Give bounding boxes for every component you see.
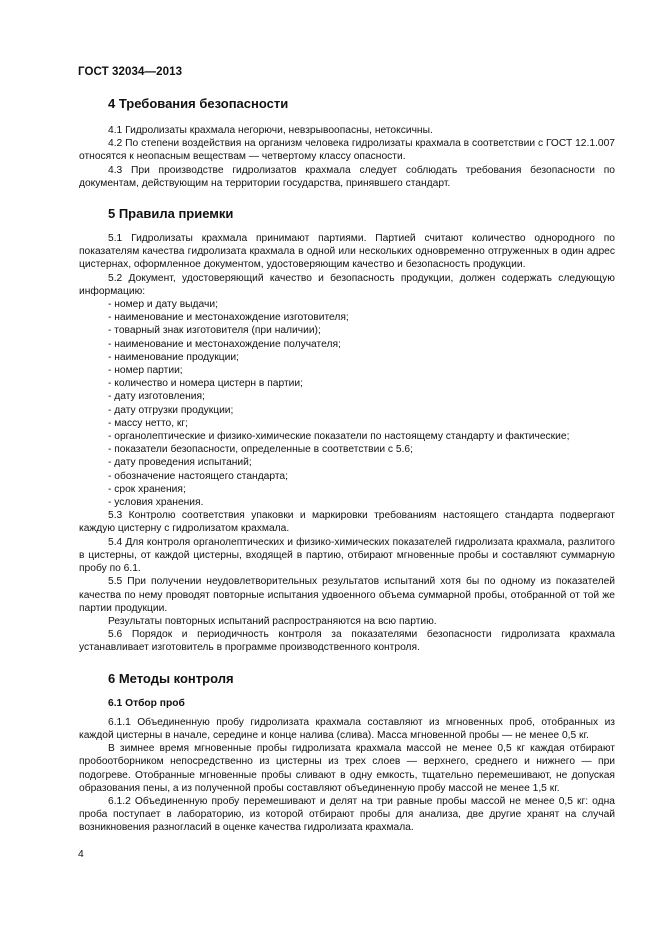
list-item: - показатели безопасности, определенные в соответствии с 5.6; xyxy=(108,444,413,456)
paragraph-6-1-1-winter: В зимнее время мгновенные пробы гидролизата крахмала массой не менее 0,5 кг каждая отбирают пробоотборником непосредственно из цистерны из трех слоев — верхнего, среднего и нижнего — при подогреве. Отобранные мгновенные пробы сливают в одну емкость, тщательно перемешивают, не допуская образования пены, а из полученной пробы составляют объединенную пробу массой не менее 1,5 кг. xyxy=(79,743,615,794)
paragraph-5-6: 5.6 Порядок и периодичность контроля за показателями безопасности гидролизата крахмала устанавливает изготовитель в программе производственного контроля. xyxy=(79,629,615,654)
paragraph-5-4: 5.4 Для контроля органолептических и физико-химических показателей гидролизата крахмала, разлитого в цистерны, от каждой цистерны, входящей в партию, отбирают мгновенные пробы и составляют суммарную пробу по 6.1. xyxy=(79,536,615,575)
list-item: - обозначение настоящего стандарта; xyxy=(108,470,288,482)
paragraph-5-3: 5.3 Контролю соответствия упаковки и маркировки требованиям настоящего стандарта подвергают каждую цистерну с гидролизатом крахмала. xyxy=(79,510,615,535)
required-info-list xyxy=(79,298,615,509)
paragraph-5-1: 5.1 Гидролизаты крахмала принимают партиями. Партией считают количество однородного по показателям качества гидролизата крахмала в одной или нескольких одновременно отгруженных в один адрес цистернах, оформленное документом, удостоверяющим качество и безопасность продукции. xyxy=(79,233,615,271)
list-item: - наименование и местонахождение изготовителя; xyxy=(108,312,349,324)
paragraph-4-1: 4.1 Гидролизаты крахмала негорючи, невзрывоопасны, нетоксичны. xyxy=(108,125,433,136)
list-item: - номер партии; xyxy=(108,365,183,377)
section-6-title: 6 Методы контроля xyxy=(108,670,234,686)
paragraph-5-5: 5.5 При получении неудовлетворительных результатов испытаний хотя бы по одному из показателей качества по нему проводят повторные испытания удвоенного объема суммарной пробы, отобранной от той же партии продукции. xyxy=(79,576,615,614)
page-number: 4 xyxy=(78,849,84,860)
paragraph-5-5-note: Результаты повторных испытаний распространяются на всю партию. xyxy=(108,615,437,627)
paragraph-4-3: 4.3 При производстве гидролизатов крахмала следует соблюдать требования безопасности по документам, действующим на территории государства, принявшего стандарт. xyxy=(79,164,615,189)
list-item: - дату изготовления; xyxy=(108,391,205,403)
list-item: - номер и дату выдачи; xyxy=(108,299,218,311)
list-item: - количество и номера цистерн в партии; xyxy=(108,378,303,390)
document-header: ГОСТ 32034—2013 xyxy=(78,66,183,78)
list-item: - наименование и местонахождение получателя; xyxy=(108,338,341,350)
paragraph-5-2: 5.2 Документ, удостоверяющий качество и безопасность продукции, должен содержать следующую информацию: xyxy=(79,272,615,297)
list-item: - органолептические и физико-химические показатели по настоящему стандарту и фактические; xyxy=(108,431,570,443)
paragraph-6-1-1: 6.1.1 Объединенную пробу гидролизата крахмала составляют из мгновенных проб, отобранных из каждой цистерны в начале, середине и конце налива (слива). Масса мгновенной пробы — не менее 0,5 кг. xyxy=(79,716,615,741)
list-item: - дату отгрузки продукции; xyxy=(108,404,234,416)
list-item: - товарный знак изготовителя (при наличии); xyxy=(108,325,321,337)
list-item: - условия хранения. xyxy=(108,497,204,509)
list-item: - наименование продукции; xyxy=(108,351,239,363)
list-item: - срок хранения; xyxy=(108,483,186,495)
document-body xyxy=(79,96,615,835)
section-5-title: 5 Правила приемки xyxy=(108,206,234,222)
subsection-6-1-title: 6.1 Отбор проб xyxy=(108,697,185,709)
list-item: - массу нетто, кг; xyxy=(108,417,188,429)
list-item: - дату проведения испытаний; xyxy=(108,457,252,469)
section-4-title: 4 Требования безопасности xyxy=(108,96,289,111)
paragraph-4-2: 4.2 По степени воздействия на организм человека гидролизаты крахмала в соответствии с ГОСТ 12.1.007 относятся к неопасным веществам — четвертому классу опасности. xyxy=(79,138,615,163)
paragraph-6-1-2: 6.1.2 Объединенную пробу перемешивают и делят на три равные пробы массой не менее 0,5 кг: одна проба поступает в лабораторию, из которой отбирают пробы для анализа, две другие хранят на случай возникновения разногласий в оценке качества гидролизата крахмала. xyxy=(79,795,615,834)
